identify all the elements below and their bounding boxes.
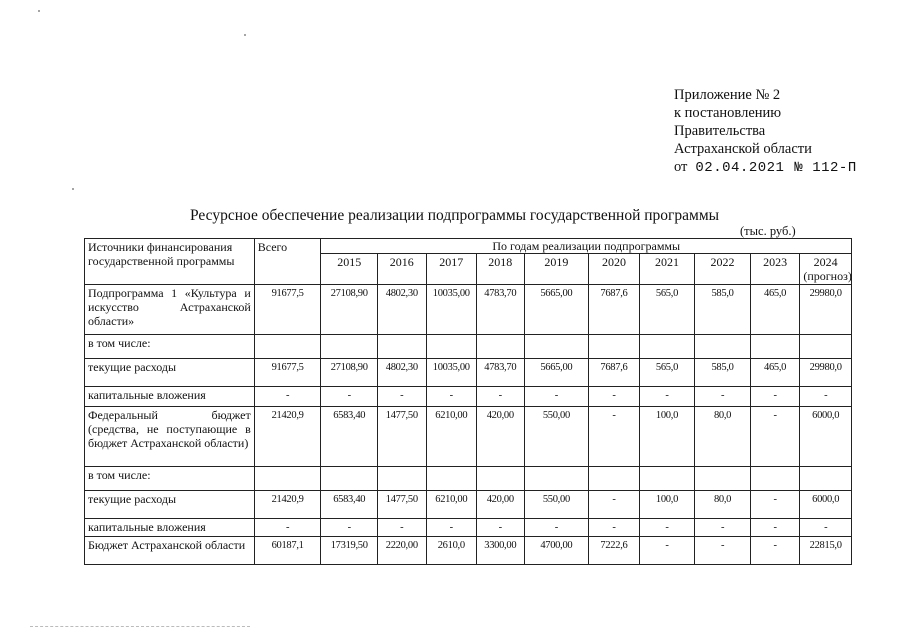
header-year: 2023 [750, 254, 800, 285]
row-year-value: - [524, 387, 589, 407]
row-year-value: - [750, 407, 800, 467]
annex-date-line [674, 158, 874, 177]
row-total: 21420,9 [254, 491, 321, 519]
row-year-value [524, 467, 589, 491]
row-year-value: - [589, 407, 640, 467]
row-year-value [695, 467, 751, 491]
row-total: 91677,5 [254, 285, 321, 335]
header-year: 2015 [321, 254, 378, 285]
row-source-label: текущие расходы [85, 491, 255, 519]
row-year-value: - [695, 537, 751, 565]
row-year-value [426, 335, 477, 359]
row-source-label: текущие расходы [85, 359, 255, 387]
row-year-value [800, 467, 852, 491]
row-year-value: - [477, 387, 524, 407]
scan-speck [72, 188, 74, 190]
annex-line-3: Правительства [674, 123, 766, 139]
row-year-value: - [378, 387, 427, 407]
row-total [254, 335, 321, 359]
row-year-value: 4783,70 [477, 359, 524, 387]
row-year-value: 420,00 [477, 491, 524, 519]
row-year-value: - [321, 519, 378, 537]
row-source-label: Федеральный бюджет (средства, не поступающие в бюджет Астраханской области) [85, 407, 255, 467]
row-year-value: 585,0 [695, 359, 751, 387]
row-year-value: 100,0 [639, 407, 695, 467]
annex-line-4: Астраханской области [674, 141, 812, 157]
header-year: 2020 [589, 254, 640, 285]
row-year-value: - [750, 387, 800, 407]
row-source-label: капитальные вложения [85, 387, 255, 407]
row-year-value: 100,0 [639, 491, 695, 519]
row-year-value: - [321, 387, 378, 407]
row-year-value [750, 467, 800, 491]
annex-line-2: к постановлению [674, 105, 782, 121]
row-total: 91677,5 [254, 359, 321, 387]
row-year-value: 550,00 [524, 491, 589, 519]
annex-block [674, 86, 874, 177]
row-year-value: - [800, 519, 852, 537]
row-year-value [639, 335, 695, 359]
row-year-value: 10035,00 [426, 285, 477, 335]
row-year-value: - [477, 519, 524, 537]
row-year-value: 550,00 [524, 407, 589, 467]
table-row [85, 467, 852, 491]
row-year-value: 6210,00 [426, 491, 477, 519]
row-year-value: 5665,00 [524, 359, 589, 387]
row-year-value: 6210,00 [426, 407, 477, 467]
annex-date: 02.04.2021 [695, 160, 785, 176]
table-row [85, 335, 852, 359]
row-year-value: 6583,40 [321, 491, 378, 519]
row-year-value [695, 335, 751, 359]
document-title: Ресурсное обеспечение реализации подпрограммы государственной программы [190, 207, 720, 224]
scan-speck [244, 34, 246, 36]
row-year-value: 565,0 [639, 285, 695, 335]
header-year: 2022 [695, 254, 751, 285]
row-year-value: 29980,0 [800, 359, 852, 387]
row-year-value: 4802,30 [378, 359, 427, 387]
header-year: 2021 [639, 254, 695, 285]
row-year-value: - [800, 387, 852, 407]
row-year-value: 80,0 [695, 407, 751, 467]
row-year-value: 4700,00 [524, 537, 589, 565]
row-year-value: - [639, 519, 695, 537]
row-source-label: в том числе: [85, 467, 255, 491]
row-year-value: 2220,00 [378, 537, 427, 565]
row-year-value [800, 335, 852, 359]
row-year-value [321, 335, 378, 359]
row-year-value: - [378, 519, 427, 537]
row-year-value [589, 335, 640, 359]
annex-number: № 112-П [794, 160, 857, 176]
row-year-value: 3300,00 [477, 537, 524, 565]
units-label: (тыс. руб.) [740, 224, 796, 238]
table-header-row [85, 239, 852, 254]
row-total: 60187,1 [254, 537, 321, 565]
row-total: - [254, 387, 321, 407]
header-year: 2018 [477, 254, 524, 285]
row-year-value [524, 335, 589, 359]
row-year-value: - [639, 537, 695, 565]
header-year: 2024 (прогноз) [800, 254, 852, 285]
row-year-value: 80,0 [695, 491, 751, 519]
row-source-label: капитальные вложения [85, 519, 255, 537]
row-year-value: - [589, 387, 640, 407]
row-year-value: 7687,6 [589, 359, 640, 387]
row-year-value [321, 467, 378, 491]
row-year-value: 6000,0 [800, 407, 852, 467]
row-year-value: 5665,00 [524, 285, 589, 335]
annex-line-1: Приложение № 2 [674, 87, 781, 103]
resource-table [84, 238, 852, 565]
row-year-value: 585,0 [695, 285, 751, 335]
table-row [85, 285, 852, 335]
row-year-value: 465,0 [750, 359, 800, 387]
row-year-value: 420,00 [477, 407, 524, 467]
row-year-value: - [524, 519, 589, 537]
annex-from-label: от [674, 159, 688, 175]
row-year-value: 565,0 [639, 359, 695, 387]
header-total: Всего [254, 239, 321, 285]
row-year-value: 27108,90 [321, 359, 378, 387]
row-year-value [477, 467, 524, 491]
row-total: 21420,9 [254, 407, 321, 467]
row-year-value: 1477,50 [378, 407, 427, 467]
row-year-value: 6583,40 [321, 407, 378, 467]
header-years-group: По годам реализации подпрограммы [321, 239, 852, 254]
row-year-value: - [426, 519, 477, 537]
header-year: 2016 [378, 254, 427, 285]
row-year-value [639, 467, 695, 491]
row-year-value: - [695, 387, 751, 407]
row-source-label: Бюджет Астраханской области [85, 537, 255, 565]
row-year-value: - [589, 491, 640, 519]
row-year-value: 17319,50 [321, 537, 378, 565]
row-source-label: Подпрограмма 1 «Культура и искусство Астраханской области» [85, 285, 255, 335]
row-year-value [426, 467, 477, 491]
row-year-value: 27108,90 [321, 285, 378, 335]
row-year-value: - [695, 519, 751, 537]
row-year-value: - [750, 491, 800, 519]
scan-edge-line [30, 626, 250, 627]
row-year-value: - [589, 519, 640, 537]
table-row [85, 519, 852, 537]
row-year-value: 29980,0 [800, 285, 852, 335]
table-row [85, 407, 852, 467]
row-year-value: 6000,0 [800, 491, 852, 519]
row-year-value: 2610,0 [426, 537, 477, 565]
header-source: Источники финансирования государственной программы [85, 239, 255, 285]
row-year-value [378, 467, 427, 491]
table-row [85, 537, 852, 565]
row-year-value: - [750, 537, 800, 565]
row-year-value: - [750, 519, 800, 537]
row-year-value: 22815,0 [800, 537, 852, 565]
row-year-value [477, 335, 524, 359]
row-total: - [254, 519, 321, 537]
row-year-value: 465,0 [750, 285, 800, 335]
row-year-value: 7222,6 [589, 537, 640, 565]
header-year: 2019 [524, 254, 589, 285]
row-year-value: 7687,6 [589, 285, 640, 335]
row-year-value: 4802,30 [378, 285, 427, 335]
row-total [254, 467, 321, 491]
row-year-value [750, 335, 800, 359]
table-row [85, 491, 852, 519]
row-source-label: в том числе: [85, 335, 255, 359]
row-year-value: - [639, 387, 695, 407]
row-year-value: 1477,50 [378, 491, 427, 519]
row-year-value [589, 467, 640, 491]
row-year-value: - [426, 387, 477, 407]
table-row [85, 359, 852, 387]
table-row [85, 387, 852, 407]
header-year: 2017 [426, 254, 477, 285]
scan-speck [38, 10, 40, 12]
row-year-value: 4783,70 [477, 285, 524, 335]
row-year-value: 10035,00 [426, 359, 477, 387]
row-year-value [378, 335, 427, 359]
